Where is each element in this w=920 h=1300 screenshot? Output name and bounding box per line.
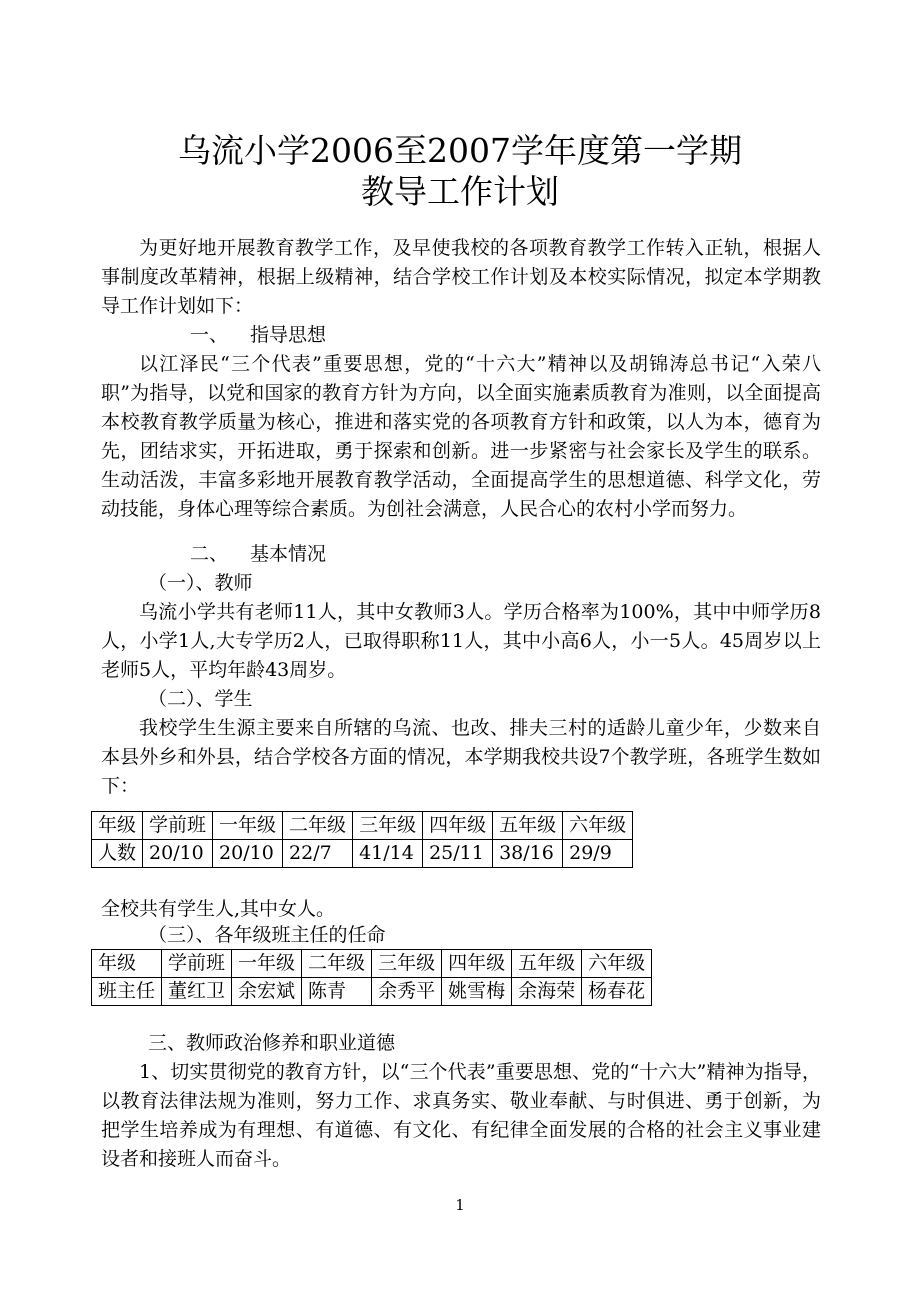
section1-heading bbox=[190, 321, 326, 350]
table-cell: 六年级 bbox=[563, 812, 633, 840]
table-cell: 年级 bbox=[92, 812, 143, 840]
table-cell: 学前班 bbox=[162, 950, 232, 978]
section2-title: 基本情况 bbox=[250, 543, 327, 565]
table-cell: 年级 bbox=[92, 950, 162, 978]
intro-paragraph: 为更好地开展教育教学工作，及早使我校的各项教育教学工作转入正轨，根据人事制度改革精神，根据上级精神，结合学校工作计划及本校实际情况，拟定本学期教导工作计划如下： bbox=[101, 237, 821, 317]
section2-heading bbox=[190, 540, 326, 569]
table-cell: 姚雪梅 bbox=[442, 978, 512, 1006]
table-cell: 二年级 bbox=[302, 950, 372, 978]
table-cell: 董红卫 bbox=[162, 978, 232, 1006]
table-row bbox=[92, 978, 652, 1006]
table-cell: 余海荣 bbox=[512, 978, 582, 1006]
table-cell: 四年级 bbox=[423, 812, 493, 840]
subsection-headteachers-title: （三）、各年级班主任的任命 bbox=[148, 924, 386, 946]
table-cell: 三年级 bbox=[353, 812, 423, 840]
table-cell: 一年级 bbox=[232, 950, 302, 978]
document-title-line1: 乌流小学2006至2007学年度第一学期 bbox=[178, 131, 742, 170]
table-cell: 六年级 bbox=[582, 950, 652, 978]
subsection-teachers-title: （一）、教师 bbox=[148, 572, 253, 594]
table-row bbox=[92, 812, 633, 840]
section1-number: 一、 bbox=[190, 324, 229, 346]
section3-item1: 1、切实贯彻党的教育方针，以“三个代表”重要思想、党的“十六大”精神为指导，以教育法律法规为准则，努力工作、求真务实、敬业奉献、与时俱进、勇于创新，为把学生培养成为有理想、有道德、有文化、有纪律全面发展的合格的社会主义事业建设者和接班人而奋斗。 bbox=[101, 1061, 821, 1170]
document-title-line2: 教导工作计划 bbox=[361, 172, 559, 211]
table-cell: 余宏斌 bbox=[232, 978, 302, 1006]
section3-heading: 三、教师政治修养和职业道德 bbox=[148, 1032, 396, 1054]
total-students-line: 全校共有学生人,其中女人。 bbox=[101, 898, 336, 920]
table-cell: 三年级 bbox=[372, 950, 442, 978]
subsection-teachers-body: 乌流小学共有老师11人，其中女教师3人。学历合格率为100%，其中中师学历8人，小学1人,大专学历2人，已取得职称11人，其中小高6人，小一5人。45周岁以上老师5人，平均年龄43周岁。 bbox=[101, 601, 821, 681]
students-table bbox=[91, 811, 633, 868]
table-cell: 一年级 bbox=[213, 812, 283, 840]
table-cell: 二年级 bbox=[283, 812, 353, 840]
table-cell: 38/16 bbox=[493, 840, 563, 868]
table-cell: 25/11 bbox=[423, 840, 493, 868]
page-number: 1 bbox=[455, 1196, 465, 1214]
section1-body: 以江泽民“三个代表”重要思想，党的“十六大”精神以及胡锦涛总书记“入荣八职”为指导，以党和国家的教育方针为方向，以全面实施素质教育为准则，以全面提高本校教育教学质量为核心，推进和落实党的各项教育方针和政策，以人为本，德育为先，团结求实，开拓进取，勇于探索和创新。进一步紧密与社会家长及学生的联系。生动活泼，丰富多彩地开展教育教学活动，全面提高学生的思想道德、科学文化，劳动技能，身体心理等综合素质。为创社会满意，人民合心的农村小学而努力。 bbox=[101, 353, 821, 520]
table-cell: 四年级 bbox=[442, 950, 512, 978]
table-cell: 41/14 bbox=[353, 840, 423, 868]
headteachers-table bbox=[91, 949, 652, 1006]
table-cell: 29/9 bbox=[563, 840, 633, 868]
section2-number: 二、 bbox=[190, 543, 229, 565]
table-cell: 人数 bbox=[92, 840, 143, 868]
table-cell: 陈青 bbox=[302, 978, 372, 1006]
section1-title: 指导思想 bbox=[250, 324, 327, 346]
table-cell: 五年级 bbox=[493, 812, 563, 840]
table-row bbox=[92, 840, 633, 868]
table-cell: 班主任 bbox=[92, 978, 162, 1006]
table-cell: 杨春花 bbox=[582, 978, 652, 1006]
table-cell: 22/7 bbox=[283, 840, 353, 868]
table-cell: 20/10 bbox=[213, 840, 283, 868]
table-cell: 五年级 bbox=[512, 950, 582, 978]
table-row bbox=[92, 950, 652, 978]
subsection-students-body: 我校学生生源主要来自所辖的乌流、也改、排夫三村的适龄儿童少年，少数来自本县外乡和外县，结合学校各方面的情况，本学期我校共设7个教学班，各班学生数如下： bbox=[101, 717, 821, 797]
table-cell: 学前班 bbox=[143, 812, 213, 840]
table-cell: 20/10 bbox=[143, 840, 213, 868]
table-cell: 余秀平 bbox=[372, 978, 442, 1006]
subsection-students-title: （二）、学生 bbox=[148, 688, 253, 710]
